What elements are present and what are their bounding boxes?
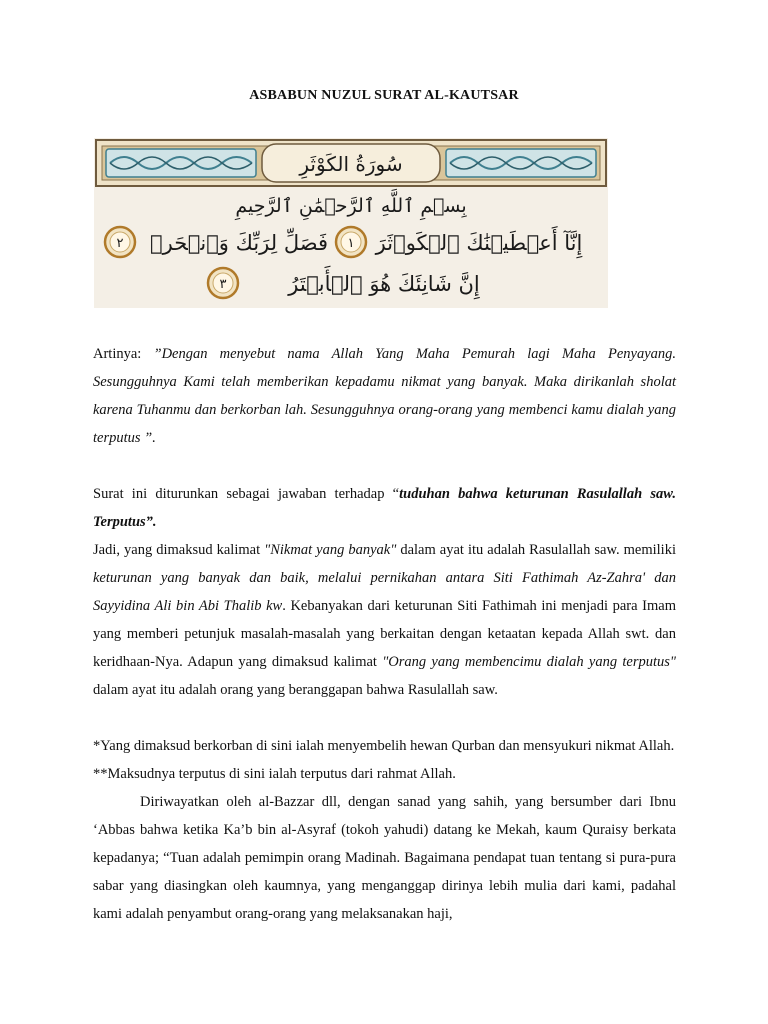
surah-name-text: سُورَةُ الكَوْثَرِ	[299, 152, 403, 176]
verse-2-text: فَصَلِّ لِرَبِّكَ وَٱنۡحَرۡ	[150, 231, 328, 255]
jadi-paragraph	[93, 536, 676, 704]
jadi-italic-2: keturunan yang banyak dan baik, melalui pernikahan antara Siti Fathimah Az-Zahra' dan Sayyidina Ali bin Abi Thalib kw	[93, 570, 676, 614]
jadi-text-3: . Kebanyakan dari keturunan Siti Fathimah ini menjadi para Imam yang memberi petunjuk masalah-masalah yang berkaitan dengan ketaatan kepada Allah swt. dan keridhaan-Nya. Adapun yang dimaksud kalimat	[93, 598, 676, 670]
verse-number-1-marker	[336, 227, 366, 257]
verse-number-2: ٢	[116, 236, 124, 251]
jadi-italic-3: "Orang yang membencimu dialah yang terputus"	[382, 654, 676, 670]
jadi-text-2: dalam ayat itu adalah Rasulallah saw. memiliki	[396, 542, 676, 558]
artinya-paragraph	[93, 340, 676, 452]
riwayat-paragraph: Diriwayatkan oleh al-Bazzar dll, dengan sanad yang sahih, yang bersumber dari Ibnu ‘Abbas bahwa ketika Ka’b bin al-Asyraf (tokoh yahudi) datang ke Mekah, kaum Quraisy berkata kepadanya; “Tuan adalah pemimpin orang Madinah. Bagaimana pendapat tuan tentang si pura-pura sabar yang diasingkan oleh kaumnya, yang menganggap dirinya lebih mulia dari kami, padahal kami adalah penyambut orang-orang yang melaksanakan haji,	[93, 794, 676, 922]
surat-paragraph	[93, 480, 676, 536]
note-2: **Maksudnya terputus di sini ialah terputus dari rahmat Allah.	[93, 766, 456, 782]
note-1: *Yang dimaksud berkorban di sini ialah menyembelih hewan Qurban dan mensyukuri nikmat Allah.	[93, 738, 675, 754]
verse-number-3-marker	[208, 268, 238, 298]
surah-calligraphy-figure	[94, 138, 608, 308]
verse-number-2-marker	[105, 227, 135, 257]
jadi-italic-1: "Nikmat yang banyak"	[264, 542, 397, 558]
verse-3-text: إِنَّ شَانِئَكَ هُوَ ٱلۡأَبۡتَرُ	[288, 272, 480, 296]
verse-1-text: إِنَّآ أَعۡطَيۡنَٰكَ ٱلۡكَوۡثَرَ	[375, 231, 583, 255]
surat-bold: tuduhan bahwa keturunan Rasulallah saw. Terputus”.	[93, 486, 676, 530]
jadi-text-1: Jadi, yang dimaksud kalimat	[93, 542, 265, 558]
right-ornament	[446, 149, 596, 177]
artinya-quote: ”Dengan menyebut nama Allah Yang Maha Pemurah lagi Maha Penyayang. Sesungguhnya Kami telah memberikan kepadamu nikmat yang banyak. Maka dirikanlah sholat karena Tuhanmu dan berkorban lah. Sesungguhnya orang-orang yang membenci kamu dialah yang terputus ”.	[93, 346, 676, 446]
jadi-text-4: dalam ayat itu adalah orang yang beranggapan bahwa Rasulallah saw.	[93, 682, 498, 698]
artinya-label: Artinya:	[93, 346, 154, 362]
left-ornament	[106, 149, 256, 177]
page-title: ASBABUN NUZUL SURAT AL-KAUTSAR	[249, 88, 519, 103]
translation-block	[93, 340, 676, 928]
surat-lead: Surat ini diturunkan sebagai jawaban terhadap “	[93, 486, 400, 502]
basmala-text: بِسۡمِ ٱللَّهِ ٱلرَّحۡمَٰنِ ٱلرَّحِيمِ	[235, 195, 467, 217]
surah-image	[94, 138, 608, 308]
verse-number-3: ٣	[219, 277, 227, 292]
verse-number-1: ١	[347, 236, 355, 251]
